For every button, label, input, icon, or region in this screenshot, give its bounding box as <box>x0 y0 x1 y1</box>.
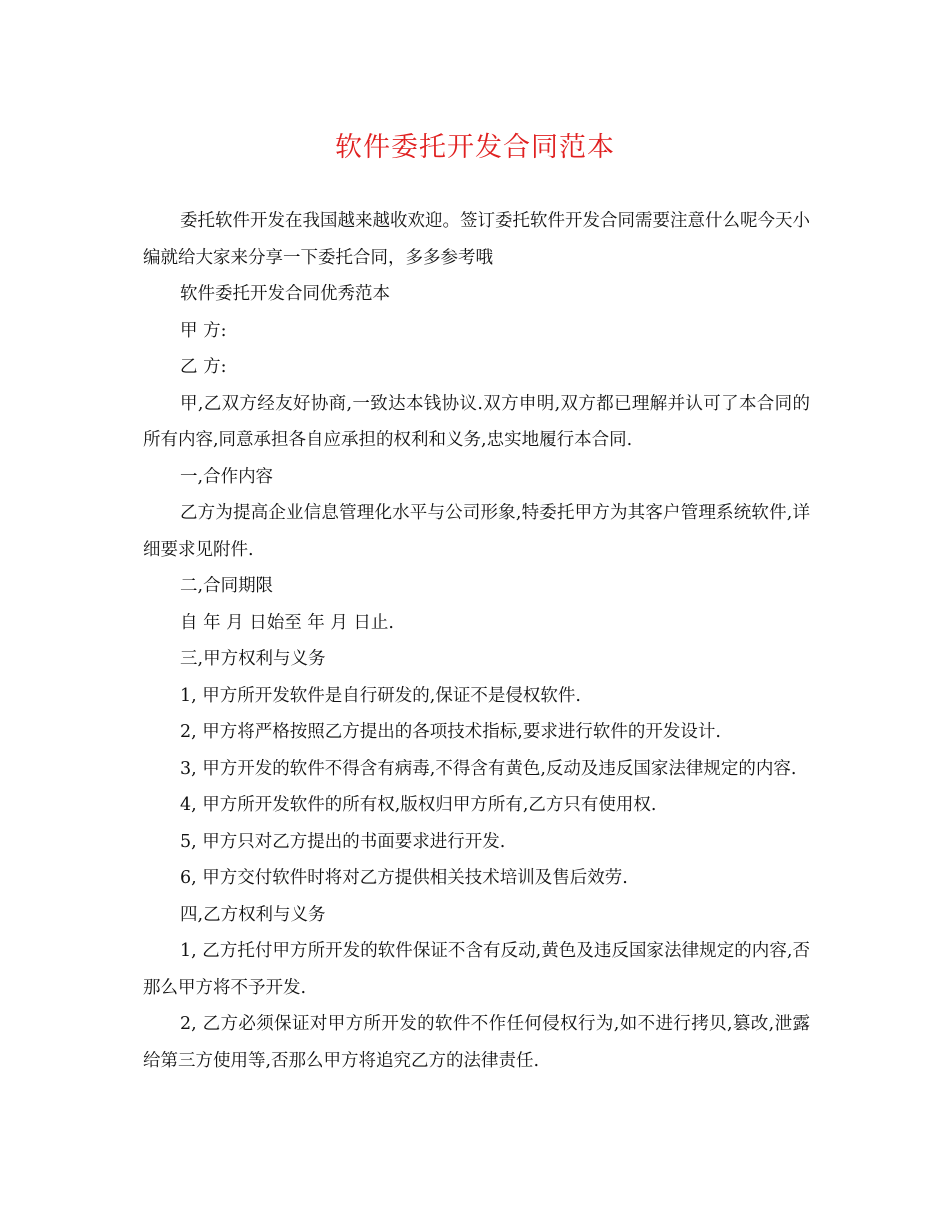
section-heading: 二,合同期限 <box>180 576 274 596</box>
subtitle-paragraph: 软件委托开发合同优秀范本 <box>180 284 390 304</box>
section-heading: 四,乙方权利与义务 <box>180 904 326 925</box>
list-item: 6, 甲方交付软件时将对乙方提供相关技术培训及售后效劳. <box>180 868 628 888</box>
list-item: 5, 甲方只对乙方提出的书面要求进行开发. <box>180 831 506 852</box>
list-item: 1, 甲方所开发软件是自行研发的,保证不是侵权软件. <box>180 685 581 706</box>
document-title: 软件委托开发合同范本 <box>335 132 615 163</box>
intro-paragraph: 委托软件开发在我国越来越收欢迎。签订委托软件开发合同需要注意什么呢今天小编就给大家来分享一下委托合同，多多参考哦 <box>143 211 810 268</box>
list-item: 2, 乙方必须保证对甲方所开发的软件不作任何侵权行为,如不进行拷贝,篡改,泄露给第三方使用等,否那么甲方将追究乙方的法律责任. <box>143 1014 810 1071</box>
party-a-line: 甲 方: <box>180 320 227 341</box>
section-heading: 一,合作内容 <box>180 466 274 487</box>
list-item: 4, 甲方所开发软件的所有权,版权归甲方所有,乙方只有使用权. <box>180 795 657 815</box>
party-b-line: 乙 方: <box>180 357 227 377</box>
list-item: 3, 甲方开发的软件不得含有病毒,不得含有黄色,反动及违反国家法律规定的内容. <box>180 758 797 779</box>
list-item: 1, 乙方托付甲方所开发的软件保证不含有反动,黄色及违反国家法律规定的内容,否那么甲方将不予开发. <box>143 941 810 998</box>
clause-paragraph: 自 年 月 日始至 年 月 日止. <box>180 612 394 633</box>
document-body <box>143 203 810 1079</box>
preamble-paragraph: 甲,乙双方经友好协商,一致达本钱协议.双方申明,双方都已理解并认可了本合同的所有内容,同意承担各自应承担的权利和义务,忠实地履行本合同. <box>143 393 810 450</box>
section-heading: 三,甲方权利与义务 <box>180 649 326 669</box>
list-item: 2, 甲方将严格按照乙方提出的各项技术指标,要求进行软件的开发设计. <box>180 722 721 742</box>
clause-paragraph: 乙方为提高企业信息管理化水平与公司形象,特委托甲方为其客户管理系统软件,详细要求见附件. <box>143 503 810 560</box>
